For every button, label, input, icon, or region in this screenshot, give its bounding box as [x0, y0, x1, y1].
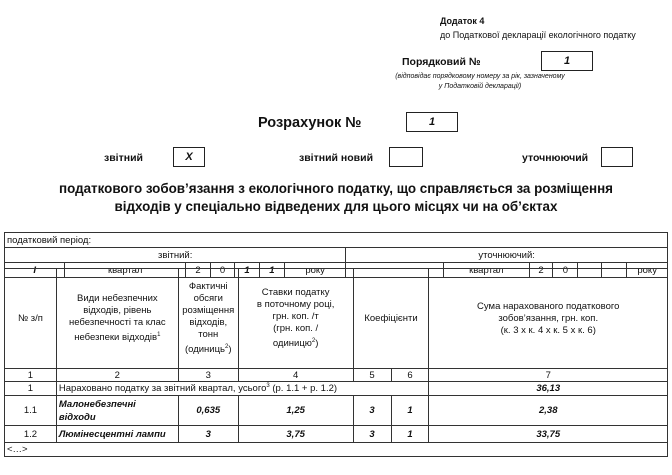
row-number: 1.2	[5, 426, 57, 443]
tax-sum[interactable]: 2,38	[429, 396, 668, 426]
annex-title: Додаток 4	[440, 16, 485, 26]
clarifying-quarter-word: квартал	[444, 263, 529, 278]
reporting-quarter-word: квартал	[65, 263, 186, 278]
waste-type[interactable]: Люмінесцентні лампи	[56, 426, 178, 443]
row-number: 1.1	[5, 396, 57, 426]
document-heading: податкового зобов’язання з екологічного податку, що справляється за розміщення відходів у спеціально відведених для цього місцях чи на об’єктах	[59, 181, 613, 214]
new-reporting-checkbox[interactable]	[389, 147, 423, 167]
serial-label: Порядковий №	[402, 56, 481, 68]
tax-rate[interactable]: 1,25	[238, 396, 353, 426]
header-volume: Фактичні обсяги розміщення відходів, тонн (одиниць$^2$)	[178, 269, 238, 369]
header-tax-sum: Сума нарахованого податкового зобов’язання, грн. коп. (к. 3 х к. 4 х к. 5 х к. 6)	[429, 269, 668, 369]
total-row-number: 1	[5, 382, 57, 396]
coefficient-k5[interactable]: 3	[353, 426, 391, 443]
reporting-year-digit-1[interactable]: 2	[186, 263, 211, 278]
serial-note: (відповідає порядковому номеру за рік, зазначеному у Податковій декларації)	[395, 73, 565, 90]
total-row	[5, 382, 668, 396]
waste-type[interactable]: Малонебезпечні відходи	[56, 396, 178, 426]
tax-sum[interactable]: 33,75	[429, 426, 668, 443]
tax-rate[interactable]: 3,75	[238, 426, 353, 443]
reporting-year-word: року	[284, 263, 345, 278]
tax-period-label: податковий період:	[5, 233, 668, 248]
coefficient-k6[interactable]: 1	[391, 426, 429, 443]
column-number: 4	[238, 369, 353, 382]
reporting-year-digit-2[interactable]: 0	[211, 263, 235, 278]
column-number: 3	[178, 369, 238, 382]
total-row-label: Нараховано податку за звітний квартал, усього$^3$ (р. 1.1 + р. 1.2)	[56, 382, 429, 396]
clarifying-checkbox[interactable]	[601, 147, 633, 167]
annex-subtitle: до Податкової декларації екологічного податку	[440, 30, 636, 40]
reporting-year-digit-4[interactable]: 1	[259, 263, 284, 278]
clarifying-year-word: року	[627, 263, 668, 278]
waste-volume[interactable]: 0,635	[178, 396, 238, 426]
tax-calculation-table	[4, 268, 668, 457]
period-reporting-label: звітний:	[5, 248, 346, 263]
serial-number-field[interactable]: 1	[541, 51, 593, 71]
column-number: 5	[353, 369, 391, 382]
waste-volume[interactable]: 3	[178, 426, 238, 443]
column-number: 7	[429, 369, 668, 382]
calculation-number-field[interactable]: 1	[406, 112, 458, 132]
column-number: 2	[56, 369, 178, 382]
header-coefficients: Коефіцієнти	[353, 269, 429, 369]
clarifying-year-digit-1[interactable]: 2	[529, 263, 553, 278]
clarifying-label: уточнюючий	[522, 152, 589, 164]
table-ellipsis: <…>	[5, 443, 668, 457]
header-tax-rates: Ставки податку в поточному році, грн. коп. /т (грн. коп. / одиницю$^2$)	[238, 269, 353, 369]
reporting-label: звітний	[104, 152, 143, 164]
coefficient-k6[interactable]: 1	[391, 396, 429, 426]
column-number: 6	[391, 369, 429, 382]
reporting-checkbox[interactable]: X	[173, 147, 205, 167]
header-number: № з/п	[5, 269, 57, 369]
total-row-sum[interactable]: 36,13	[429, 382, 668, 396]
clarifying-year-digit-2[interactable]: 0	[553, 263, 578, 278]
new-reporting-label: звітний новий	[299, 152, 374, 164]
reporting-quarter-field[interactable]: I	[5, 263, 65, 278]
column-number: 1	[5, 369, 57, 382]
table-row	[5, 426, 668, 443]
reporting-year-digit-3[interactable]: 1	[235, 263, 260, 278]
coefficient-k5[interactable]: 3	[353, 396, 391, 426]
calculation-label: Розрахунок №	[258, 115, 362, 131]
header-waste-types: Види небезпечних відходів, рівень небезпечності та клас небезпеки відходів$^1$	[56, 269, 178, 369]
annex-header	[440, 14, 636, 42]
period-clarifying-label: уточнюючий:	[346, 248, 668, 263]
table-row	[5, 396, 668, 426]
